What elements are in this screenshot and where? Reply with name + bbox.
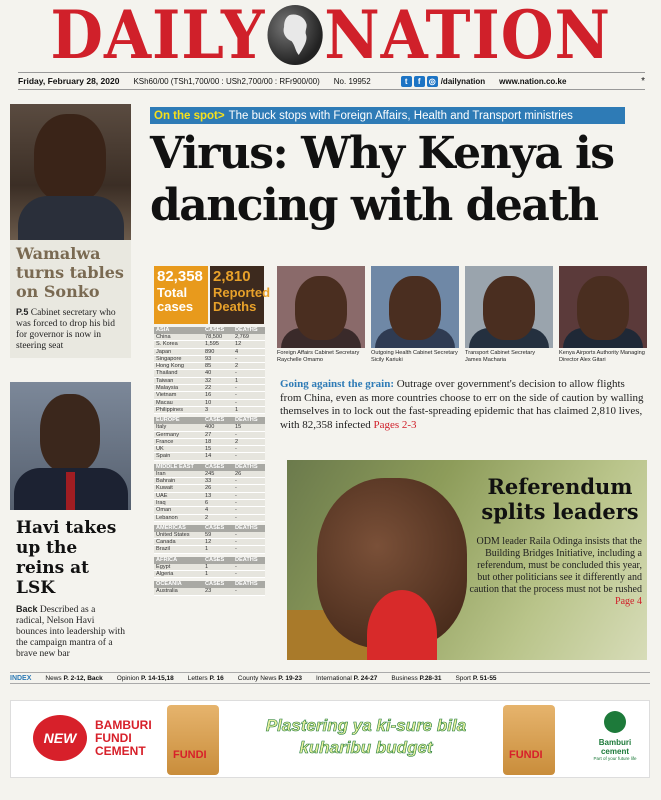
portrait-caption: Foreign Affairs Cabinet Secretary Raychelle Omamo: [277, 350, 360, 363]
masthead-left: DAILY: [50, 0, 266, 74]
teaser-page: P.5: [16, 307, 29, 317]
kicker-label: On the spot>: [154, 109, 225, 122]
social-handle[interactable]: /dailynation: [440, 76, 486, 86]
ad-slogan: Plastering ya ki-sure bila kuharibu budget: [265, 716, 467, 757]
index-bar: [10, 672, 650, 684]
teaser-body: P.5 Cabinet secretary who was forced to drop his bid for governor is now in steering seat: [16, 307, 116, 351]
issue-date: Friday, February 28, 2020: [18, 76, 120, 86]
region-block: [154, 417, 265, 460]
cases-by-region-table: [154, 327, 265, 599]
table-row: UAE 13 -: [154, 493, 265, 500]
region-header: ASIA CASES DEATHS: [154, 327, 265, 334]
edition-star: *: [641, 75, 645, 87]
region-block: [154, 557, 265, 579]
grain-lead: Going against the grain:: [280, 378, 394, 390]
table-row: Lebanon 2 -: [154, 515, 265, 522]
table-row: Bahrain 33 -: [154, 478, 265, 485]
deaths-label: Reported Deaths: [213, 285, 271, 314]
table-row: Kuwait 26 -: [154, 485, 265, 492]
portrait-photo: [371, 266, 459, 348]
region-header: EUROPE CASES DEATHS: [154, 417, 265, 424]
bamburi-logo: Bamburi cement Part of your future life: [585, 711, 645, 761]
instagram-icon[interactable]: ◎: [427, 76, 438, 87]
cement-bag-image: FUNDI: [167, 705, 219, 775]
portraits-strip: [277, 266, 647, 370]
region-header: AMERICAS CASES DEATHS: [154, 525, 265, 532]
index-item[interactable]: Letters P. 16: [187, 674, 224, 682]
social-icons: [401, 76, 438, 87]
masthead-right: NATION: [324, 0, 611, 74]
table-row: Malaysia 22 -: [154, 385, 265, 392]
cement-bag-image: FUNDI: [503, 705, 555, 775]
grain-body: Outrage over government's decision to allow flights from China, even as more countries choose to err on the side of caution by walling themselves in to lock out the fast-spreading epidemic that has claimed 2,810 lives, with 82,358 infected: [280, 378, 644, 431]
masthead: [0, 0, 661, 74]
deaths-number: 2,810: [213, 268, 251, 285]
main-headline[interactable]: Virus: Why Kenya is dancing with death: [150, 128, 614, 231]
table-row: Vietnam 16 -: [154, 392, 265, 399]
portrait-photo: [465, 266, 553, 348]
region-header: MIDDLE EAST CASES DEATHS: [154, 464, 265, 471]
total-cases-label: Total cases: [157, 285, 194, 314]
bamburi-advert[interactable]: [10, 700, 650, 778]
teaser-havi[interactable]: [10, 510, 131, 664]
table-row: Iraq 6 -: [154, 500, 265, 507]
grain-pages: Pages 2-3: [373, 418, 417, 431]
referendum-headline[interactable]: Referendum splits leaders: [481, 474, 639, 524]
table-row: Brazil 1 -: [154, 546, 265, 553]
twitter-icon[interactable]: t: [401, 76, 412, 87]
referendum-pages: Page 4: [615, 596, 642, 607]
portrait-2: [371, 266, 459, 370]
table-row: China 78,500 2,769: [154, 334, 265, 341]
globe-africa-icon: [267, 5, 322, 65]
website-link[interactable]: www.nation.co.ke: [499, 76, 567, 86]
bamburi-logo-icon: [604, 711, 626, 733]
table-row: Spain 14 -: [154, 453, 265, 460]
teaser-body: Back Described as a radical, Nelson Havi bounces into leadership with the campaign mantra of a brave new bar: [16, 604, 125, 659]
table-row: Canada 12 -: [154, 539, 265, 546]
teaser-page: Back: [16, 604, 38, 614]
wamalwa-photo: [10, 104, 131, 240]
index-item[interactable]: Opinion P. 14-15,18: [116, 674, 174, 682]
table-row: Australia 23 -: [154, 588, 265, 595]
index-label: INDEX: [10, 674, 32, 682]
left-column: [10, 104, 131, 664]
portrait-caption: Kenya Airports Authority Managing Director Alex Gitari: [559, 350, 645, 363]
ad-brand: BAMBURI FUNDI CEMENT: [95, 718, 152, 758]
table-row: Macau 10 -: [154, 400, 265, 407]
index-item[interactable]: Sport P. 51-55: [455, 674, 497, 682]
table-row: France 18 2: [154, 439, 265, 446]
masthead-title: [50, 0, 611, 74]
table-row: United States 59 -: [154, 532, 265, 539]
table-row: Germany 27 -: [154, 432, 265, 439]
total-cases-number: 82,358: [157, 268, 203, 285]
havi-photo: [10, 382, 131, 510]
table-row: Taiwan 32 1: [154, 378, 265, 385]
table-row: Italy 400 15: [154, 424, 265, 431]
deaths-box: [210, 266, 271, 324]
table-row: Algeria 1 -: [154, 571, 265, 578]
dateline: [18, 72, 645, 90]
table-row: Iran 245 26: [154, 471, 265, 478]
cover-prices: KSh60/00 (TSh1,700/00 : USh2,700/00 : RFr900/00): [133, 76, 320, 86]
region-block: [154, 581, 265, 595]
portrait-caption: Transport Cabinet Secretary James Macharia: [465, 350, 536, 363]
portrait-photo: [277, 266, 365, 348]
region-block: [154, 525, 265, 554]
index-item[interactable]: International P. 24-27: [316, 674, 378, 682]
portrait-1: [277, 266, 365, 370]
index-item[interactable]: County News P. 19-23: [237, 674, 302, 682]
portrait-3: [465, 266, 553, 370]
table-row: Hong Kong 85 2: [154, 363, 265, 370]
region-header: OCEANIA CASES DEATHS: [154, 581, 265, 588]
index-item[interactable]: Business P.28-31: [391, 674, 442, 682]
teaser-wamalwa[interactable]: [10, 240, 131, 358]
stats-summary: [154, 266, 271, 324]
table-row: Singapore 93 -: [154, 356, 265, 363]
table-row: Thailand 40 -: [154, 370, 265, 377]
table-row: S. Korea 1,595 12: [154, 341, 265, 348]
kicker-bar: [150, 107, 625, 124]
table-row: UK 15 -: [154, 446, 265, 453]
teaser-title: Wamalwa turns tables on Sonko: [16, 244, 124, 301]
issue-number: No. 19952: [333, 76, 371, 86]
table-row: Japan 890 4: [154, 349, 265, 356]
grain-story[interactable]: [280, 378, 646, 432]
total-cases-box: [154, 266, 208, 324]
kicker-text: The buck stops with Foreign Affairs, Health and Transport ministries: [228, 109, 573, 122]
index-item[interactable]: News P. 2-12, Back: [45, 674, 103, 682]
table-row: Oman 4 -: [154, 507, 265, 514]
portrait-photo: [559, 266, 647, 348]
region-block: [154, 464, 265, 522]
region-block: [154, 327, 265, 414]
table-row: Philippines 3 1: [154, 407, 265, 414]
table-row: Egypt 1 -: [154, 564, 265, 571]
facebook-icon[interactable]: f: [414, 76, 425, 87]
portrait-caption: Outgoing Health Cabinet Secretary Sicily Kariuki: [371, 350, 458, 363]
region-header: AFRICA CASES DEATHS: [154, 557, 265, 564]
portrait-4: [559, 266, 647, 370]
new-badge: NEW: [33, 715, 87, 761]
teaser-title: Havi takes up the reins at LSK: [16, 518, 117, 598]
referendum-body: ODM leader Raila Odinga insists that the Building Bridges Initiative, including a referendum, must be concluded this year, but other politicians see it differently and caution that the process must not be rushed Page 4: [469, 536, 642, 607]
